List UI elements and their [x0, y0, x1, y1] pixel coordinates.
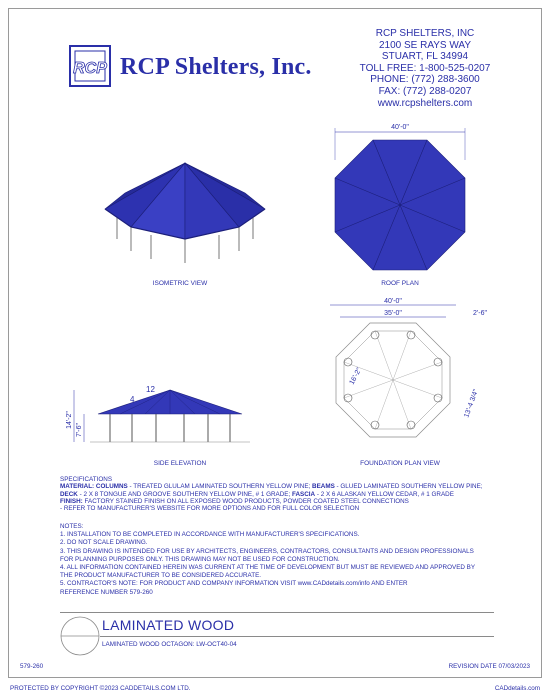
- note-item: 4. ALL INFORMATION CONTAINED HEREIN WAS CURRENT AT THE TIME OF DEVELOPMENT BUT MUST BE REVIEWED AND APPROVED BY: [60, 564, 476, 572]
- drawing-title: LAMINATED WOOD: [102, 617, 235, 633]
- pitch-rise-label: 4: [130, 395, 135, 404]
- address-line: 2100 SE RAYS WAY: [378, 39, 472, 51]
- spec-line: MATERIAL: COLUMNS - TREATED GLULAM LAMINATED SOUTHERN YELLOW PINE; BEAMS - GLUED LAMINATED SOUTHERN YELLOW PINE;: [60, 483, 483, 491]
- address-line: PHONE: (772) 288-3600: [370, 74, 480, 86]
- isometric-view-caption: ISOMETRIC VIEW: [152, 280, 208, 287]
- specifications-block: [60, 476, 500, 512]
- address-line: www.rcpshelters.com: [377, 97, 473, 109]
- total-height-dim: 14'-2": [66, 411, 73, 429]
- spec-line: - REFER TO MANUFACTURER'S WEBSITE FOR MORE OPTIONS AND FOR FULL COLOR SELECTION: [60, 505, 360, 513]
- note-item: 1. INSTALLATION TO BE COMPLETED IN ACCORDANCE WITH MANUFACTURER'S SPECIFICATIONS.: [60, 531, 360, 539]
- note-item: FOR PLANNING PURPOSES ONLY. THIS DRAWING MAY NOT BE USED FOR CONSTRUCTION.: [60, 555, 340, 563]
- isometric-view-drawing: [95, 155, 275, 265]
- title-rule-mid: [100, 636, 494, 637]
- reference-number: 579-260: [20, 663, 44, 670]
- note-item: 5. CONTRACTOR'S NOTE: FOR PRODUCT AND COMPANY INFORMATION VISIT www.CADdetails.com/info AND ENTER: [60, 580, 408, 588]
- brand-name: RCP Shelters, Inc.: [120, 54, 312, 80]
- note-item: 3. THIS DRAWING IS INTENDED FOR USE BY ARCHITECTS, ENGINEERS, CONTRACTORS, CONSULTANTS AND DESIGN PROFESSIONALS: [60, 547, 474, 555]
- svg-text:RCP: RCP: [73, 60, 107, 77]
- note-item: 2. DO NOT SCALE DRAWING.: [60, 539, 148, 547]
- side-elevation-caption: SIDE ELEVATION: [153, 460, 207, 467]
- notes-block: [60, 523, 500, 597]
- roof-plan-drawing: [325, 120, 475, 290]
- roof-plan-caption: ROOF PLAN: [381, 280, 419, 287]
- spec-line: FINISH: FACTORY STAINED FINISH ON ALL EXPOSED WOOD PRODUCTS, POWDER COATED STEEL CONNECTIONS: [60, 497, 409, 505]
- title-rule-top: [60, 612, 494, 613]
- address-line: STUART, FL 34994: [381, 51, 469, 63]
- foundation-plan-drawing: [318, 293, 498, 463]
- specs-heading: SPECIFICATIONS: [60, 476, 113, 483]
- copyright-notice: PROTECTED BY COPYRIGHT ©2023 CADDETAILS.COM LTD.: [10, 685, 191, 692]
- eave-height-dim: 7'-6": [76, 423, 83, 437]
- notes-heading: NOTES:: [60, 523, 84, 530]
- caddetails-site: CADdetails.com: [494, 685, 540, 692]
- address-line: FAX: (772) 288-0207: [378, 85, 472, 97]
- pitch-run-label: 12: [146, 385, 155, 394]
- rcp-logo-icon: [66, 42, 114, 90]
- address-line: TOLL FREE: 1-800-525-0207: [359, 62, 491, 74]
- foundation-plan-caption: FOUNDATION PLAN VIEW: [360, 460, 440, 467]
- foundation-overhang-dim: 2'-6": [473, 310, 487, 317]
- side-elevation-drawing: [60, 380, 260, 450]
- foundation-side-dim: 13'-4 3/4": [463, 388, 480, 419]
- roof-plan-width-dim: 40'-0": [391, 124, 409, 131]
- company-address: [350, 28, 500, 109]
- foundation-inner-dim: 35'-0": [384, 310, 402, 317]
- drawing-subtitle: LAMINATED WOOD OCTAGON: LW-OCT40-04: [102, 641, 237, 648]
- note-item: THE PRODUCT MANUFACTURER TO BE CONSIDERED ACCURATE.: [60, 572, 262, 580]
- title-circle-icon: [58, 614, 102, 658]
- note-item: REFERENCE NUMBER 579-260: [60, 588, 153, 596]
- address-line: RCP SHELTERS, INC: [375, 28, 475, 39]
- foundation-outer-dim: 40'-0": [384, 298, 402, 305]
- foundation-radius-dim: 16'-2": [348, 366, 364, 386]
- revision-date: REVISION DATE 07/03/2023: [448, 663, 530, 670]
- spec-line: DECK - 2 X 8 TONGUE AND GROOVE SOUTHERN YELLOW PINE, # 1 GRADE; FASCIA - 2 X 6 ALASKAN YELLOW CEDAR, # 1 GRADE: [60, 490, 454, 498]
